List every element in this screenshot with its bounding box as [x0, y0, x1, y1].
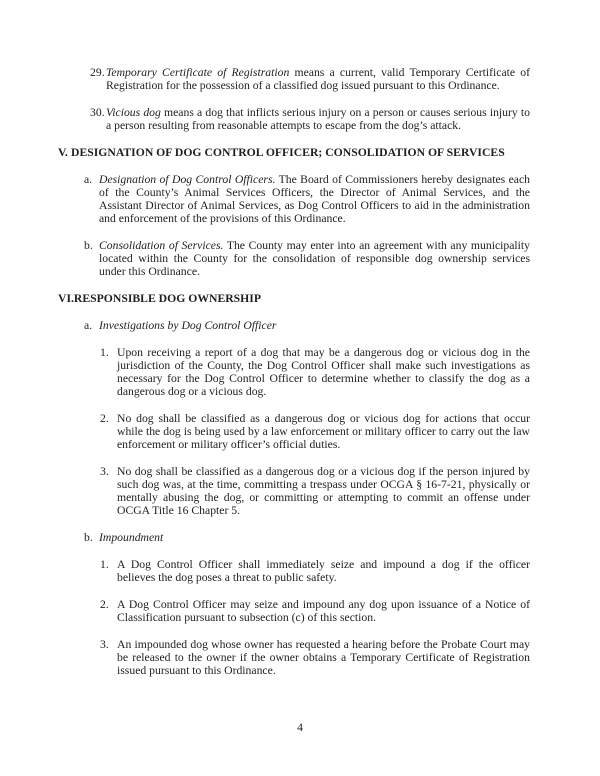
- item-number: 3.: [100, 465, 109, 478]
- definition-body: means a dog that inflicts serious injury on a person or causes serious injury to a person resulting from reasonable attempts to escape from the dog’s attack.: [106, 106, 530, 132]
- item-number: 1.: [100, 346, 109, 359]
- impoundment-item-2: [100, 598, 530, 624]
- definition-item-30: [90, 106, 530, 132]
- item-body: The County may enter into an agreement with any municipality located within the County for the consolidation of responsible dog ownership services under this Ordinance.: [99, 239, 530, 278]
- section-vi-item-b: [84, 531, 530, 544]
- investigations-item-2: [100, 412, 530, 451]
- item-lead: Consolidation of Services.: [99, 239, 224, 252]
- item-number: 3.: [100, 638, 109, 651]
- item-number: 2.: [100, 412, 109, 425]
- item-number: 1.: [100, 558, 109, 571]
- item-text: [99, 531, 530, 544]
- item-text: No dog shall be classified as a dangerous dog or vicious dog for actions that occur while the dog is being used by a law enforcement or military officer to carry out the law enforcement or military officer’s official duties.: [117, 412, 530, 451]
- item-letter: a.: [84, 319, 93, 332]
- item-number: 29.: [90, 66, 105, 79]
- section-number: VI.: [58, 292, 74, 305]
- impoundment-item-1: [100, 558, 530, 584]
- item-text: A Dog Control Officer shall immediately seize and impound a dog if the officer believes the dog poses a threat to public safety.: [117, 558, 530, 584]
- section-v-heading: [58, 146, 530, 159]
- item-letter: b.: [84, 239, 93, 252]
- investigations-item-1: [100, 346, 530, 398]
- definition-text: [106, 66, 530, 92]
- item-text: [99, 239, 530, 278]
- section-number: V.: [58, 146, 68, 159]
- item-number: 2.: [100, 598, 109, 611]
- item-text: No dog shall be classified as a dangerous dog or a vicious dog if the person injured by such dog was, at the time, committing a trespass under OCGA § 16-7-21, physically or mentally abusing the dog, or committing or attempting to commit an offense under OCGA Title 16 Chapter 5.: [117, 465, 530, 517]
- definition-item-29: [90, 66, 530, 92]
- section-title: DESIGNATION OF DOG CONTROL OFFICER; CONSOLIDATION OF SERVICES: [71, 146, 505, 159]
- definition-text: [106, 106, 530, 132]
- defined-term: Vicious dog: [106, 106, 161, 119]
- item-number: 30.: [90, 106, 105, 119]
- item-text: Upon receiving a report of a dog that may be a dangerous dog or vicious dog in the jurisdiction of the County, the Dog Control Officer shall make such investigations as necessary for the Dog Control Officer to determine whether to classify the dog as a dangerous dog or a vicious dog.: [117, 346, 530, 398]
- section-title: RESPONSIBLE DOG OWNERSHIP: [73, 292, 261, 305]
- section-vi-item-a: [84, 319, 530, 332]
- section-v-item-b: [84, 239, 530, 278]
- section-v-item-a: [84, 173, 530, 225]
- item-body: The Board of Commissioners hereby designates each of the County’s Animal Services Officers, the Director of Animal Services, and the Assistant Director of Animal Services, as Dog Control Officers to aid in the administration and enforcement of the provisions of this Ordinance.: [99, 173, 531, 225]
- item-letter: a.: [84, 173, 93, 186]
- item-letter: b.: [84, 531, 93, 544]
- defined-term: Temporary Certificate of Registration: [106, 66, 290, 79]
- item-text: [99, 173, 530, 225]
- page-number: 4: [297, 721, 303, 734]
- impoundment-item-3: [100, 638, 530, 677]
- item-text: [99, 319, 530, 332]
- item-lead: Impoundment: [99, 531, 164, 544]
- item-text: A Dog Control Officer may seize and impound any dog upon issuance of a Notice of Classification pursuant to subsection (c) of this section.: [117, 598, 530, 624]
- section-vi-heading: [58, 292, 530, 305]
- definition-body: means a current, valid Temporary Certificate of Registration for the possession of a classified dog issued pursuant to this Ordinance.: [106, 66, 530, 92]
- investigations-item-3: [100, 465, 530, 517]
- item-text: An impounded dog whose owner has requested a hearing before the Probate Court may be released to the owner if the owner obtains a Temporary Certificate of Registration issued pursuant to this Ordinance.: [117, 638, 530, 677]
- item-lead: Investigations by Dog Control Officer: [99, 319, 277, 332]
- item-lead: Designation of Dog Control Officers.: [99, 173, 276, 186]
